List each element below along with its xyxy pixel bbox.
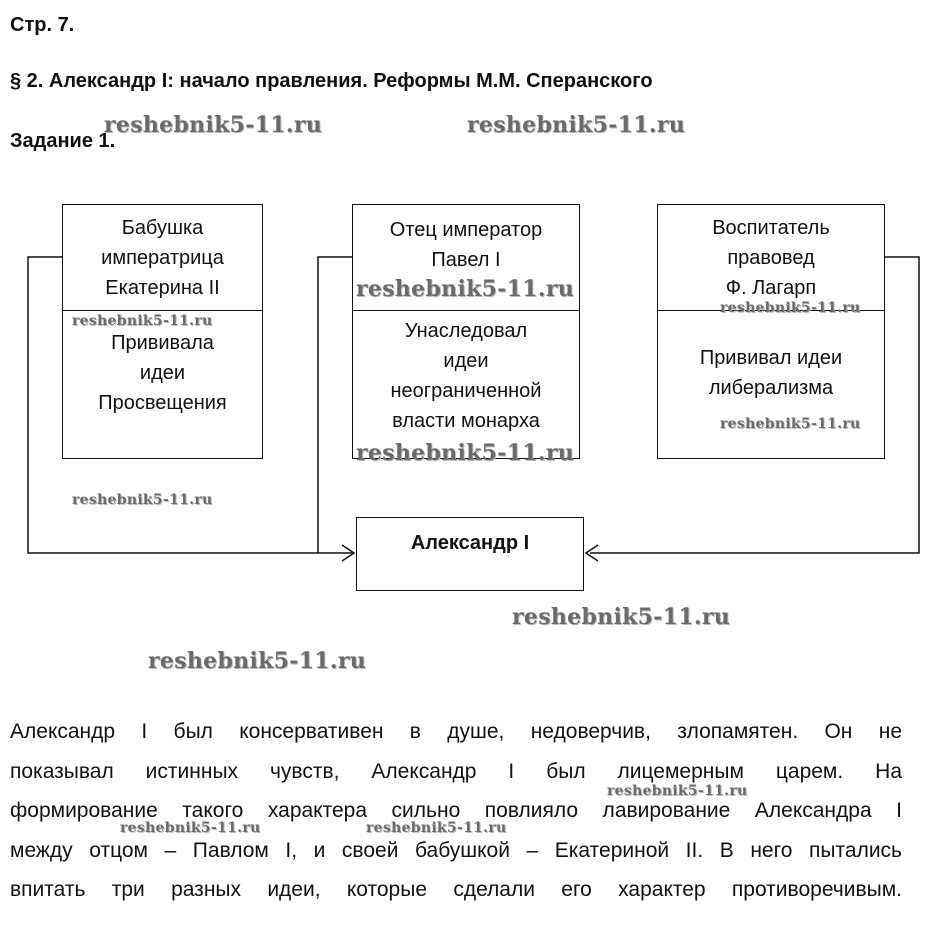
title-line: императрица: [101, 246, 224, 269]
body-line: Унаследовал: [404, 320, 528, 342]
box-grandmother: [62, 204, 263, 459]
connector-middle: [318, 257, 352, 553]
box-grandmother-body: [63, 316, 262, 442]
paragraph-line: показывал истинных чувств, Александр I был лицемерным царем. На: [10, 759, 902, 783]
paragraph-line: между отцом – Павлом I, и своей бабушкой – Екатериной II. В него пытались: [10, 838, 902, 862]
watermark: reshebnik5-11.ru: [512, 604, 731, 630]
body-line: Прививала: [111, 332, 214, 354]
body-line: неограниченной: [390, 380, 542, 402]
box-divider: [353, 310, 579, 311]
title-line: правовед: [727, 246, 815, 269]
watermark: reshebnik5-11.ru: [72, 492, 213, 508]
watermark: reshebnik5-11.ru: [356, 440, 575, 466]
explanation-paragraph: [10, 712, 902, 910]
title-line: Ф. Лагарп: [725, 276, 817, 299]
title-line: Отец император: [389, 219, 543, 241]
watermark: reshebnik5-11.ru: [104, 112, 323, 138]
paragraph-line: впитать три разных идеи, которые сделали его характер противоречивым.: [10, 878, 902, 901]
box-divider: [63, 310, 262, 311]
title-line: Воспитатель: [712, 216, 830, 239]
box-alexander-label: Александр I: [410, 532, 530, 554]
box-tutor-body: [658, 343, 884, 403]
watermark: reshebnik5-11.ru: [720, 300, 861, 316]
box-tutor-title: [658, 205, 884, 310]
page-number: Стр. 7.: [10, 14, 75, 36]
paragraph-line: Александр I был консервативен в душе, недоверчив, злопамятен. Он не: [10, 720, 902, 743]
box-father-body: [353, 316, 579, 441]
watermark: reshebnik5-11.ru: [148, 648, 367, 674]
body-line: идеи: [139, 362, 186, 384]
body-line: власти монарха: [392, 410, 540, 432]
title-line: Павел I: [431, 249, 501, 271]
watermark: reshebnik5-11.ru: [72, 313, 213, 329]
body-line: Прививал идеи: [699, 347, 843, 369]
watermark: reshebnik5-11.ru: [607, 783, 748, 799]
box-father-title: [353, 215, 579, 275]
watermark: reshebnik5-11.ru: [467, 112, 686, 138]
watermark: reshebnik5-11.ru: [720, 416, 861, 432]
body-line: либерализма: [708, 377, 834, 399]
box-grandmother-title: [63, 205, 262, 310]
box-father: [352, 204, 580, 459]
watermark: reshebnik5-11.ru: [366, 820, 507, 836]
paragraph-line: формирование такого характера сильно повлияло лавирование Александра I: [10, 799, 902, 822]
task-label: Задание 1.: [10, 130, 116, 152]
title-line: Бабушка: [121, 216, 204, 239]
body-line: идеи: [443, 350, 489, 372]
body-line: Просвещения: [98, 392, 227, 414]
box-alexander: [356, 517, 584, 591]
section-title: § 2. Александр I: начало правления. Реформы М.М. Сперанского: [10, 70, 653, 92]
watermark: reshebnik5-11.ru: [120, 820, 261, 836]
watermark: reshebnik5-11.ru: [356, 276, 575, 302]
title-line: Екатерина II: [105, 276, 220, 299]
